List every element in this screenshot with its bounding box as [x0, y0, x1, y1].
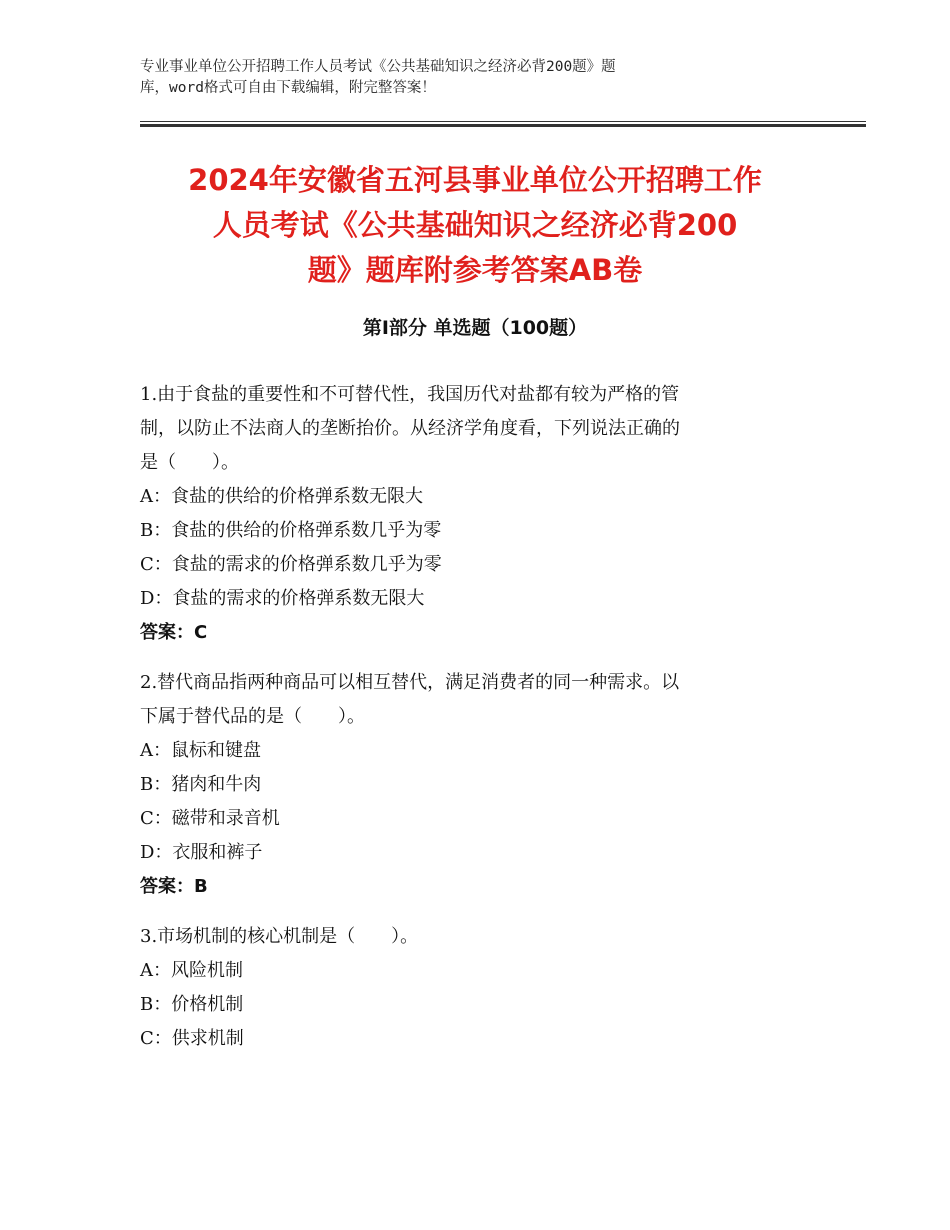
header-divider-thin	[140, 121, 866, 122]
option-c: C：食盐的需求的价格弹系数几乎为零	[140, 554, 442, 575]
title-line: 2024年安徽省五河县事业单位公开招聘工作	[188, 163, 762, 197]
question-stem-line: 1.由于食盐的重要性和不可替代性，我国历代对盐都有较为严格的管	[140, 384, 680, 405]
option-a: A：风险机制	[140, 960, 243, 981]
option-c: C：供求机制	[140, 1028, 244, 1049]
option-a: A：食盐的供给的价格弹系数无限大	[140, 486, 423, 507]
answer-line: 答案：C	[140, 622, 208, 643]
option-b: B：食盐的供给的价格弹系数几乎为零	[140, 520, 442, 541]
question-stem	[140, 378, 810, 480]
header-line: 库，word格式可自由下载编辑，附完整答案！	[140, 80, 436, 96]
question-stem-line: 3.市场机制的核心机制是（ ）。	[140, 926, 419, 947]
section-title: 第Ⅰ部分 单选题（100题）	[362, 317, 588, 339]
question-stem-line: 制，以防止不法商人的垄断抬价。从经济学角度看，下列说法正确的	[140, 418, 680, 439]
option-c: C：磁带和录音机	[140, 808, 280, 829]
document-title	[120, 158, 830, 293]
title-line: 题》题库附参考答案AB卷	[307, 253, 643, 287]
header-divider-thick	[140, 124, 866, 127]
title-line: 人员考试《公共基础知识之经济必背200	[212, 208, 738, 242]
question-item	[140, 666, 810, 904]
question-stem-line: 是（ ）。	[140, 452, 239, 473]
question-stem	[140, 920, 810, 954]
option-d: D：食盐的需求的价格弹系数无限大	[140, 588, 425, 609]
question-stem	[140, 666, 810, 734]
option-b: B：猪肉和牛肉	[140, 774, 262, 795]
question-stem-line: 下属于替代品的是（ ）。	[140, 706, 365, 727]
page-header	[140, 57, 840, 99]
question-stem-line: 2.替代商品指两种商品可以相互替代，满足消费者的同一种需求。以	[140, 672, 680, 693]
question-list	[140, 378, 810, 1072]
option-a: A：鼠标和键盘	[140, 740, 261, 761]
header-line: 专业事业单位公开招聘工作人员考试《公共基础知识之经济必背200题》题	[140, 59, 616, 75]
answer-line: 答案：B	[140, 876, 208, 897]
option-b: B：价格机制	[140, 994, 244, 1015]
question-item	[140, 378, 810, 650]
option-d: D：衣服和裤子	[140, 842, 263, 863]
question-item	[140, 920, 810, 1056]
